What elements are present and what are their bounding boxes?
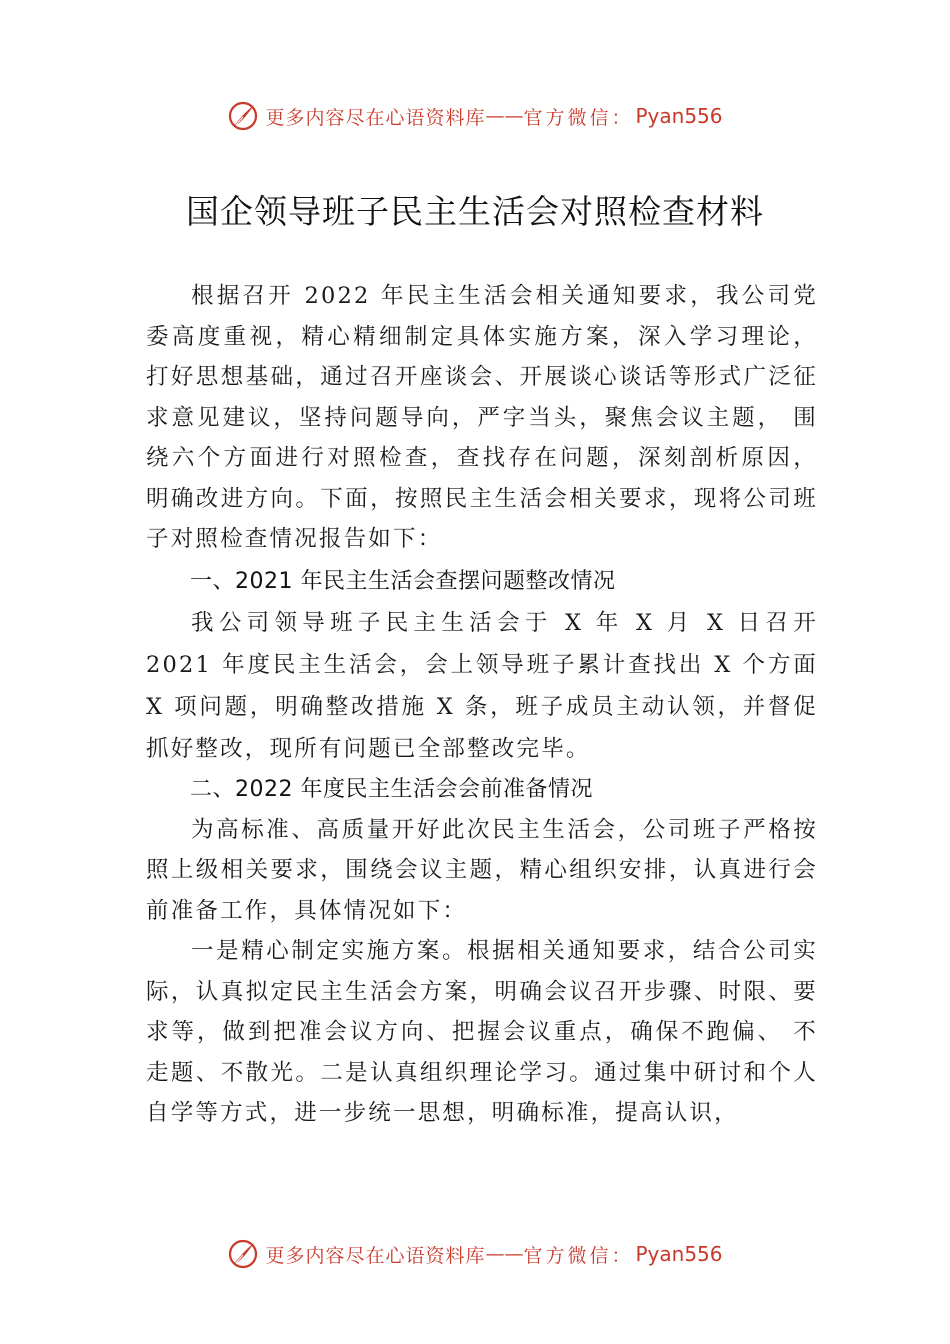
header-account: Pyan556 (635, 104, 723, 128)
footer-account: Pyan556 (635, 1242, 723, 1266)
paragraph-section-2-detail: 一是精心制定实施方案。根据相关通知要求，结合公司实际，认真拟定民主生活会方案，明确会议召开步骤、时限、要求等，做到把准会议方向、把握会议重点，确保不跑偏、 不走题、不散光。二是认真组织理论学习。通过集中研讨和个人自学等方式，进一步统一思想，明确标准，提高认识， (146, 938, 818, 1126)
section-heading-2: 二、2022 年度民主生活会会前准备情况 (190, 776, 593, 802)
footer-slogan: 更多内容尽在心语资料库 (265, 1244, 486, 1267)
document-title: 国企领导班子民主生活会对照检查材料 (186, 192, 764, 231)
quill-circle-icon (227, 1238, 259, 1270)
document-body (146, 276, 818, 1134)
footer-separator: —— (485, 1243, 524, 1265)
header-wechat-label: 官方微信： (523, 106, 634, 129)
section-heading-1: 一、2021 年民主生活会查摆问题整改情况 (190, 568, 616, 594)
paragraph-section-1: 我公司领导班子民主生活会于 X 年 X 月 X 日召开 2021 年度民主生活会，会上领导班子累计查找出 X 个方面 X 项问题，明确整改措施 X 条，班子成员主动认领，并督促抓好整改，现所有问题已全部整改完毕。 (146, 609, 818, 762)
paragraph-intro: 根据召开 2022 年民主生活会相关通知要求，我公司党委高度重视，精心精细制定具体实施方案，深入学习理论， 打好思想基础，通过召开座谈会、开展谈心谈话等形式广泛征求意见建议，坚持问题导向，严字当头，聚焦会议主题， 围绕六个方面进行对照检查，查找存在问题，深刻剖析原因， 明确改进方向。下面，按照民主生活会相关要求，现将公司班子对照检查情况报告如下： (146, 283, 818, 552)
header-separator: —— (485, 105, 524, 127)
header-slogan: 更多内容尽在心语资料库 (265, 106, 486, 129)
quill-circle-icon (227, 100, 259, 132)
header-banner (0, 96, 950, 136)
footer-banner (0, 1234, 950, 1274)
paragraph-section-2: 为高标准、高质量开好此次民主生活会，公司班子严格按照上级相关要求，围绕会议主题，精心组织安排，认真进行会前准备工作，具体情况如下： (146, 816, 818, 924)
footer-wechat-label: 官方微信： (523, 1244, 634, 1267)
